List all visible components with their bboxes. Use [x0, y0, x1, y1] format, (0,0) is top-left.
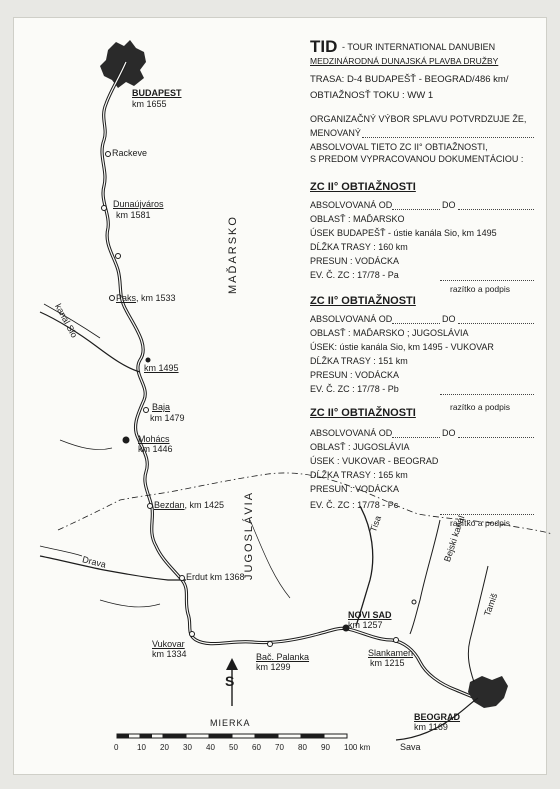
bejski-kanal-label: Bejski kanál	[442, 514, 467, 564]
stamp-label: razítko a podpis	[450, 284, 511, 294]
cert-line1: ORGANIZAČNÝ VÝBOR SPLAVU POTVRDZUJE ŽE,	[310, 114, 527, 124]
slankamen-label: Slankamen	[368, 648, 414, 658]
scale-tick-label: 60	[252, 743, 261, 752]
km1495-dot	[146, 358, 151, 363]
misc-dot	[116, 254, 121, 259]
cert-line2: MENOVANÝ	[310, 128, 361, 138]
section-title: ZC II° OBTIAŽNOSTI	[310, 407, 416, 419]
beograd-km-label: km 1169	[414, 722, 448, 732]
mohacs-km-label: km 1446	[138, 444, 173, 454]
ev-cislo: EV. Č. ZC : 17/78 - Pc	[310, 500, 399, 510]
route-trasa: TRASA: D-4 BUDAPEŠŤ - BEOGRAD/486 km/	[310, 74, 509, 85]
scale-tick-label: 90	[321, 743, 330, 752]
stamp-label: razítko a podpis	[450, 518, 511, 528]
scale-tick-label: 70	[275, 743, 284, 752]
paks-dot	[110, 296, 115, 301]
bac-palanka-dot	[268, 642, 273, 647]
od-blank	[392, 323, 440, 324]
dunaujvaros-label: Dunaújváros	[113, 199, 164, 209]
scale-tick-label: 80	[298, 743, 307, 752]
slankamen-km-label: km 1215	[370, 658, 405, 668]
baja-label: Baja	[152, 402, 171, 412]
budapest-city-shape	[100, 40, 146, 88]
absolvovana-label: ABSOLVOVANÁ OD	[310, 314, 393, 324]
do-label: DO	[442, 428, 456, 438]
dlzka: DĹŽKA TRASY : 160 km	[310, 242, 408, 252]
rackeve-dot	[106, 152, 111, 157]
usek: ÚSEK: ústie kanála Sio, km 1495 - VUKOVAR	[310, 342, 494, 352]
bezdan-dot	[148, 504, 153, 509]
od-blank	[392, 437, 440, 438]
vukovar-km-label: km 1334	[152, 649, 187, 659]
oblast: OBLASŤ : JUGOSLÁVIA	[310, 442, 410, 452]
scale-tick-label: 10	[137, 743, 146, 752]
presun: PRESUN : VODÁCKA	[310, 484, 400, 494]
cert-line4: S PREDOM VYPRACOVANOU DOKUMENTÁCIOU :	[310, 154, 524, 164]
presun: PRESUN : VODÁCKA	[310, 256, 400, 266]
tisa-label: Tisa	[368, 514, 384, 534]
erdut-label: Erdut km 1368	[186, 572, 245, 582]
org-line2: MEDZINÁRODNÁ DUNAJSKÁ PLAVBA DRUŽBY	[310, 56, 499, 66]
oblast: OBLASŤ : MAĎARSKO ; JUGOSLÁVIA	[310, 328, 469, 338]
stamp-blank	[440, 394, 534, 395]
oblast: OBLASŤ : MAĎARSKO	[310, 214, 405, 224]
ev-cislo: EV. Č. ZC : 17/78 - Pa	[310, 270, 399, 280]
budapest-label: BUDAPEST	[132, 88, 182, 98]
scale-tick-label: 20	[160, 743, 169, 752]
absolvovana-label: ABSOLVOVANÁ OD	[310, 428, 393, 438]
bac-palanka-label: Bač. Palanka	[256, 652, 310, 662]
org-line1: - TOUR INTERNATIONAL DANUBIEN	[342, 42, 496, 52]
mohacs-dot	[123, 437, 130, 444]
usek: ÚSEK BUDAPEŠŤ - ústie kanála Sio, km 1495	[310, 228, 497, 238]
scale-tick-label: 0	[114, 743, 119, 752]
scale-tick-label: 50	[229, 743, 238, 752]
beograd-label: BEOGRAD	[414, 712, 461, 722]
dunaujvaros-dot	[102, 206, 107, 211]
scale-title: MIERKA	[210, 718, 251, 728]
vukovar-label: Vukovar	[152, 639, 185, 649]
section-title: ZC II° OBTIAŽNOSTI	[310, 295, 416, 307]
novi-sad-label: NOVI SAD	[348, 610, 392, 620]
route-obtiaznost: OBTIAŽNOSŤ TOKU : WW 1	[310, 90, 434, 101]
section-title: ZC II° OBTIAŽNOSTI	[310, 181, 416, 193]
mohacs-label: Mohács	[138, 434, 170, 444]
do-blank	[458, 209, 534, 210]
scale-bar	[117, 734, 347, 738]
misc-dot	[412, 600, 416, 604]
baja-dot	[144, 408, 149, 413]
stamp-blank	[440, 280, 534, 281]
kanal-sio-label: kanál Sio	[53, 302, 80, 340]
dunaujvaros-km-label: km 1581	[116, 210, 151, 220]
tamis-label: Tamiš	[482, 591, 500, 618]
erdut-dot	[180, 576, 185, 581]
bejski-kanal	[410, 520, 440, 634]
stamp-blank	[440, 514, 534, 515]
km1495-label: km 1495	[144, 363, 179, 373]
slankamen-dot	[394, 638, 399, 643]
cert-line3: ABSOLVOVAL TIETO ZC II° OBTIAŽNOSTI,	[310, 142, 488, 152]
do-label: DO	[442, 314, 456, 324]
presun: PRESUN : VODÁCKA	[310, 370, 400, 380]
scale-tick-label: 40	[206, 743, 215, 752]
do-blank	[458, 323, 534, 324]
tid-title: TID	[310, 37, 338, 56]
name-blank	[362, 137, 534, 138]
dlzka: DĹŽKA TRASY : 151 km	[310, 356, 408, 366]
usek: ÚSEK : VUKOVAR - BEOGRAD	[310, 456, 439, 466]
paks-label-group: Paks, km 1533	[116, 293, 176, 303]
scale-tick-label: 100 km	[344, 743, 371, 752]
rackeve-label: Rackeve	[112, 148, 148, 158]
absolvovana-label: ABSOLVOVANÁ OD	[310, 200, 393, 210]
do-label: DO	[442, 200, 456, 210]
compass-s-label: S	[225, 673, 235, 689]
do-blank	[458, 437, 534, 438]
kanal-sio-river	[40, 312, 140, 372]
juhoslavia-label: JUGOSLÁVIA	[243, 490, 255, 580]
bezdan-label-group: Bezdan, km 1425	[154, 500, 225, 510]
ev-cislo: EV. Č. ZC : 17/78 - Pb	[310, 384, 399, 394]
stamp-label: razítko a podpis	[450, 402, 511, 412]
bac-palanka-km-label: km 1299	[256, 662, 291, 672]
budapest-km-label: km 1655	[132, 99, 167, 109]
od-blank	[392, 209, 440, 210]
scale-tick-label: 30	[183, 743, 192, 752]
novi-sad-km-label: km 1257	[348, 620, 383, 630]
vukovar-dot	[190, 632, 195, 637]
drava-label: Drava	[81, 554, 107, 570]
sava-label: Sava	[400, 742, 421, 752]
madarsko-label: MAĎARSKO	[227, 215, 239, 294]
dlzka: DĹŽKA TRASY : 165 km	[310, 470, 408, 480]
tamis-river	[468, 566, 488, 682]
baja-km-label: km 1479	[150, 413, 185, 423]
